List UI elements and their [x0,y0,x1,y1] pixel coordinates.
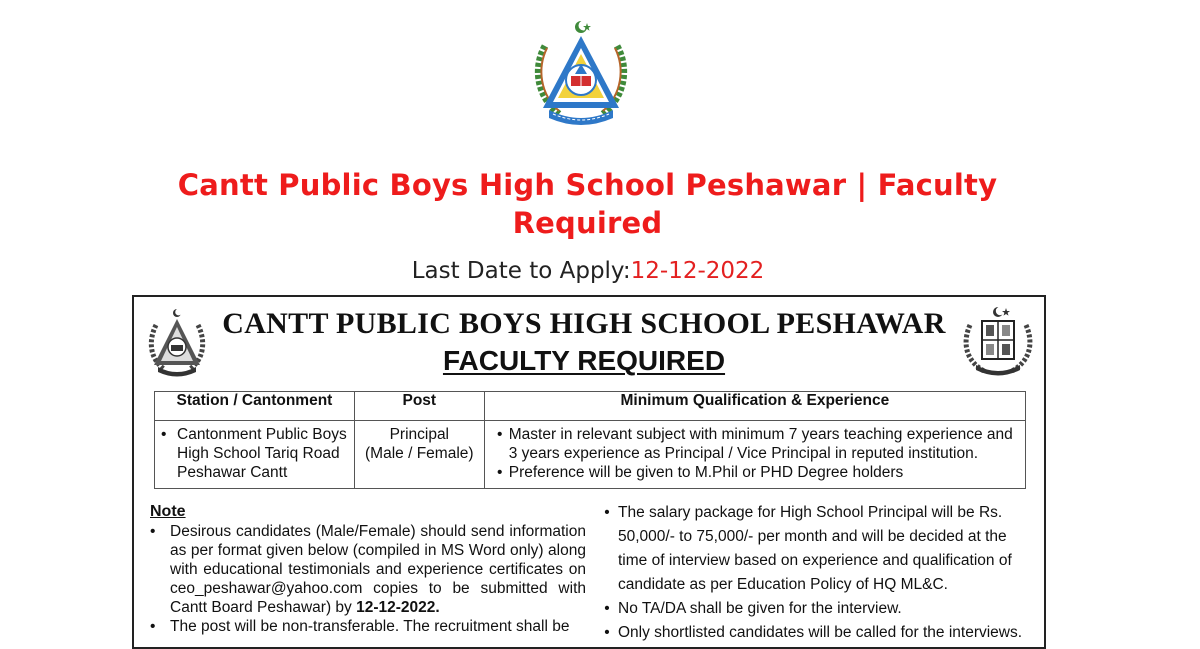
column-header-station: Station / Cantonment [155,392,355,421]
table-row [155,421,1026,489]
list-item: • No TA/DA shall be given for the interview. [604,600,902,617]
ad-school-name: CANTT PUBLIC BOYS HIGH SCHOOL PESHAWAR [222,307,946,340]
table-header-row [155,392,1026,421]
note-section [150,502,586,636]
list-item: • Only shortlisted candidates will be called for the interviews. [604,624,1023,641]
column-header-post: Post [354,392,484,421]
state-emblem-icon [962,305,1034,379]
post-title: Principal [389,426,450,443]
terms-section [596,501,1034,645]
station-text: Cantonment Public Boys High School Tariq Road Peshawar Cantt [177,426,347,481]
page-title: Cantt Public Boys High School Peshawar | Faculty Required [177,168,998,240]
faculty-table [154,391,1026,489]
deadline-date: 12-12-2022 [630,258,765,284]
bullet: • [161,426,167,443]
ad-heading: FACULTY REQUIRED [442,345,726,376]
list-item: • Master in relevant subject with minimum 7 years teaching experience and 3 years experience as Principal / Vice Principal in reputed institution. [497,426,1013,462]
deadline-label: Last Date to Apply: [411,258,631,284]
school-emblem-icon [146,307,208,377]
note-title: Note [150,503,186,520]
column-header-qualification: Minimum Qualification & Experience [484,392,1025,421]
qualification-cell [484,421,1025,489]
station-cell [155,421,355,489]
list-item: • The salary package for High School Principal will be Rs. 50,000/- to 75,000/- per month and will be decided at the time of interview based on experience and qualification of candidate as per Education Policy of HQ ML&C. [604,504,1012,593]
deadline-line [0,255,1176,287]
advertisement-image [132,295,1046,649]
list-item: • Desirous candidates (Male/Female) should send information as per format given below (compiled in MS Word only) along with educational testimonials and experience certificates on ceo_peshawar@yahoo.com copies to be submitted with Cantt Board Peshawar) by 12-12-2022. [150,523,586,616]
school-emblem-icon [525,18,637,130]
post-gender: (Male / Female) [365,445,474,462]
list-item: • The post will be non-transferable. The recruitment shall be [150,618,570,635]
list-item: • Preference will be given to M.Phil or PHD Degree holders [497,464,904,481]
post-cell [354,421,484,489]
